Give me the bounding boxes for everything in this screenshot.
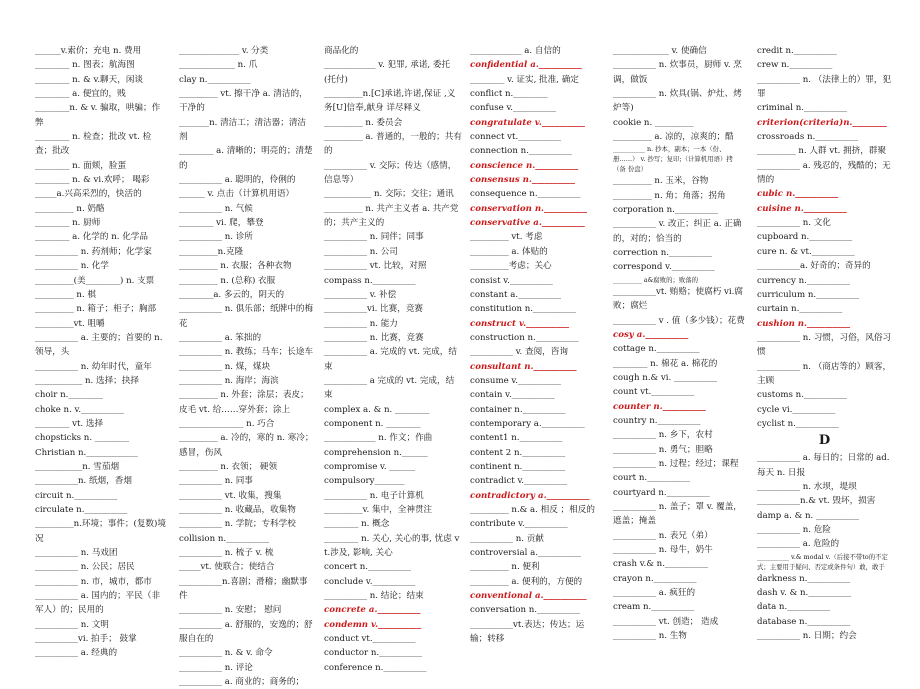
vocab-entry: ________ a. 清晰的；明亮的；清楚的 <box>179 146 313 171</box>
vocab-entry: _________ n.& a. 相反 ；相反的 <box>470 505 595 515</box>
vocab-entry: counter n.__________ <box>613 401 706 412</box>
vocab-entry: criminal n.__________ <box>757 103 847 114</box>
vocab-entry: construction n.__________ <box>470 332 579 343</box>
vocab-entry: ________ n. 概念 <box>324 519 390 530</box>
vocab-entry: _________ n. 玉米，谷物 <box>613 176 709 187</box>
vocab-entry: _______n. 清洁工；清洁器；清洁剂 <box>179 117 307 143</box>
vocab-entry: _________ vt. 擦干净 a. 清洁的，干净的 <box>179 89 308 114</box>
vocab-entry: _________v. 集中，全神贯注 <box>324 505 433 515</box>
vocab-entry: __________ a. 舒服的，安逸的；舒服自在的 <box>179 619 313 645</box>
column-3 <box>324 44 462 675</box>
vocab-entry: __________ n. 公司 <box>324 246 398 257</box>
vocab-entry: contribute v.__________ <box>470 519 568 530</box>
vocab-entry: criterion(criteria)n.________ <box>757 117 887 128</box>
vocab-entry: __________ a. 聪明的，伶俐的 <box>179 175 296 186</box>
vocab-entry: confidential a.__________ <box>470 60 582 71</box>
vocab-entry: chopsticks n. ________ <box>35 433 130 444</box>
vocab-entry: consequence n.__________ <box>470 189 581 200</box>
vocab-entry: clay n.__________ <box>179 74 251 85</box>
vocab-entry: conduct vt.__________ <box>324 634 416 645</box>
vocab-entry: ________ vi. 爬，攀登 <box>179 218 264 229</box>
vocab-entry: cosy a.__________ <box>613 329 689 340</box>
vocab-entry: __________ vt. 创造； 造成 <box>613 616 719 627</box>
vocab-entry: __________ n. 海岸；海滨 <box>179 375 279 386</box>
vocab-entry: __________ vt. 收集，搜集 <box>179 490 282 501</box>
vocab-entry: cough n.& vi. __________ <box>613 372 717 383</box>
vocab-entry: __________ a 完成的 vt. 完成，结束 <box>324 375 455 401</box>
vocab-entry: __________ v.& modal v.（后接不带to的不定式；主要用于疑问、否定或条件句）敢，敢于 <box>757 552 888 571</box>
vocab-entry: _______________ n. 巧合 <box>179 418 275 429</box>
vocab-entry: __________ n. 市，城市，都市 <box>35 576 152 587</box>
vocab-entry: __________ n. 安慰； 慰问 <box>179 605 282 616</box>
vocab-entry: _________ n. 便利 <box>470 562 540 573</box>
vocab-entry: __________ n. 比赛，竞赛 <box>324 332 424 343</box>
vocab-entry: condemn v.__________ <box>324 619 422 630</box>
vocab-entry: collision n.__________ <box>179 533 270 544</box>
vocab-entry: __________ v. 改正；纠正 a. 正确的，对的；恰当的 <box>613 219 742 244</box>
vocab-entry: cookie n. _________ <box>613 117 694 128</box>
vocab-entry: __________ a. 每日的；日常的 ad. 每天 n. 日报 <box>757 453 893 478</box>
vocab-entry: __________ n. 梳子 v. 梳 <box>179 548 274 559</box>
vocab-entry: ________ a. 化学的 n. 化学品 <box>35 232 148 243</box>
vocab-entry: ________ v. 证实, 批准, 确定 <box>470 74 579 85</box>
vocab-entry: ________ n. 棉花 a. 棉花的 <box>613 358 718 369</box>
vocab-entry: _________ vt. 考虑 <box>470 232 543 243</box>
vocab-entry: _________ n. 角；角落；拐角 <box>613 190 726 201</box>
vocab-entry: correspond v.__________ <box>613 262 715 273</box>
vocab-entry: concert n.__________ <box>324 562 411 573</box>
vocab-entry: content1 n.__________ <box>470 433 563 444</box>
vocab-entry: cottage n.__________ <box>613 344 700 355</box>
column-5 <box>613 44 745 643</box>
vocab-entry: curtain n.__________ <box>757 304 843 315</box>
vocab-entry: __________ n. & v. 命令 <box>179 648 273 659</box>
vocab-entry: __________ a. 经典的 <box>35 648 118 659</box>
vocab-entry: conclude v.__________ <box>324 576 416 587</box>
vocab-entry: ______ v. 点击（计算机用语） <box>179 189 295 200</box>
vocab-entry: correction n.__________ <box>613 248 712 259</box>
vocab-entry: choir n.________ <box>35 390 103 401</box>
vocab-entry: confuse v.__________ <box>470 103 556 114</box>
vocab-entry: contain v.__________ <box>470 390 555 401</box>
vocab-entry: ____________ n. 作文；作曲 <box>324 433 433 444</box>
vocab-entry: contemporary a.__________ <box>470 418 585 429</box>
vocab-entry: cyclist n.__________ <box>757 418 839 429</box>
vocab-entry: __________n.& vt. 毁坏，损害 <box>757 496 876 507</box>
vocab-entry: __________ n. 文明 <box>35 619 109 630</box>
vocab-entry: __________ n. 母牛，奶牛 <box>613 545 713 555</box>
vocab-entry: __________ vt. 比较，对照 <box>324 261 427 272</box>
vocab-entry: _________ n. (总称) 衣服 <box>179 275 276 286</box>
vocab-entry: _____vt. 使联合；使结合 <box>179 562 275 573</box>
vocab-entry: __________ n. 危险 <box>757 525 831 535</box>
vocab-entry: currency n.__________ <box>757 275 850 286</box>
vocab-entry: circuit n.__________ <box>35 490 118 501</box>
vocab-entry: _________ n. 衣服；各种衣物 <box>179 261 292 272</box>
vocab-entry: database n.__________ <box>757 616 851 627</box>
vocab-entry: compromise v. ______ <box>324 461 416 472</box>
vocab-entry: __________ n. （商店等的）顾客，主顾 <box>757 361 892 386</box>
vocab-entry: __________ n. 盖子；罩 v. 覆盖，遮盖；掩盖 <box>613 501 742 527</box>
vocab-entry: _________ n. 共产主义者 a. 共产党的；共产主义的 <box>324 203 459 229</box>
vocab-entry: __________ n. 同伴；同事 <box>324 232 424 243</box>
vocab-entry: _________ a&腐败的；败落的 <box>613 275 699 284</box>
vocab-entry: ___________ n. 选择；抉择 <box>35 375 139 386</box>
vocab-entry: cuisine n.__________ <box>757 203 847 214</box>
vocab-entry: __________ n. 乡下，农村 <box>613 430 713 441</box>
vocab-entry: Christian n.____________ <box>35 447 138 458</box>
vocab-entry: __________ n. 收藏品，收集物 <box>179 505 296 515</box>
vocab-entry: constant a.__________ <box>470 289 562 300</box>
vocab-entry: conservation n.__________ <box>470 203 588 214</box>
vocab-entry: consume v.__________ <box>470 375 561 386</box>
vocab-entry: __________ v. 交际；传达（感情，信息等） <box>324 160 457 186</box>
vocab-entry: _________(美________) n. 支票 <box>35 275 155 286</box>
vocab-entry: ______v.索价；充电 n. 费用 <box>35 46 142 56</box>
vocab-entry: __________ v. 查阅，咨询 <box>470 347 568 358</box>
vocab-entry: __________ n. 炊事员，厨师 v. 烹调，做饭 <box>613 60 742 85</box>
vocab-entry: __________ n. 诊所 <box>179 232 253 243</box>
vocab-entry: __________n.喜剧；滑稽；幽默事件 <box>179 576 308 602</box>
vocab-entry: ____________ a. 自信的 <box>470 46 561 56</box>
vocab-entry: continent n.__________ <box>470 461 566 472</box>
vocab-entry: ________ n. & vi.欢呼； 喝彩 <box>35 175 150 186</box>
vocab-entry: ________ n. 关心, 关心的事, 忧虑 vt.涉及, 影响, 关心 <box>324 533 460 559</box>
vocab-entry: __________ n. 水坝，堤坝 <box>757 481 857 492</box>
vocab-entry: conservative a.__________ <box>470 218 585 229</box>
vocab-entry: __________ a. 完成的 vt. 完成，结束 <box>324 347 457 372</box>
vocab-entry: _________ n. 外套；涂层；表皮；皮毛 vt. 给……穿外套；涂上 <box>179 390 309 415</box>
vocab-entry: cream n.__________ <box>613 602 695 613</box>
vocab-entry: __________ v . 值（多少钱）；花费 <box>613 315 745 326</box>
column-1 <box>35 44 167 661</box>
vocab-entry: __________ n. 评论 <box>179 662 253 673</box>
vocab-entry: __________ n. 习惯，习俗，风俗习惯 <box>757 332 892 358</box>
vocab-entry: __________ n. 化学 <box>35 261 109 272</box>
vocab-entry: conductor n.__________ <box>324 648 423 659</box>
vocab-entry: cushion n.__________ <box>757 318 851 329</box>
vocab-entry: __________ n. 气候 <box>179 203 253 214</box>
vocab-entry: ___________n. 雪茄烟 <box>35 461 120 472</box>
vocab-entry: conscience n.__________ <box>470 160 579 171</box>
vocab-entry: container n.__________ <box>470 404 566 415</box>
vocab-entry: ________ n. 厨师 <box>35 218 101 229</box>
vocab-entry: crash v.& n.__________ <box>613 559 708 570</box>
vocab-entry: cycle vi.__________ <box>757 404 836 415</box>
vocab-entry: ________n. & v. 骗取，哄骗；作弊 <box>35 103 161 128</box>
column-4 <box>470 44 600 646</box>
vocab-entry: __________a. 好奇的；奇异的 <box>757 261 871 272</box>
vocab-entry: country n.__________ <box>613 415 701 426</box>
vocab-entry: __________ n. 煤，煤块 <box>179 361 271 372</box>
vocab-entry: __________ n. 贡献 <box>470 533 544 544</box>
vocab-entry: ________ vt. 选择 <box>35 418 104 429</box>
vocab-entry: __________vi. 比赛，竞赛 <box>324 304 424 315</box>
vocab-entry: __________ n. 抄本，副本；一本（份、册……） v. 抄写；复印;（计算机用语）拷（备 份盘） <box>613 145 733 174</box>
vocab-entry: crossroads n.__________ <box>757 132 859 143</box>
vocab-entry: __________ a. 危险的 <box>757 539 840 550</box>
vocab-entry: ________ n. & v.聊天，闲谈 <box>35 74 144 85</box>
vocab-entry: complex a. & n. ________ <box>324 404 430 415</box>
vocab-entry: cupboard n.__________ <box>757 232 853 243</box>
vocab-entry: _________n.环境；事件；(复数)境况 <box>35 519 166 544</box>
vocab-entry: ________ a. 便宜的，贱 <box>35 89 126 100</box>
vocab-entry: ______________ v. 分类 <box>179 46 269 56</box>
vocab-entry: conference n.__________ <box>324 662 427 673</box>
vocab-entry: count vt.__________ <box>613 387 695 398</box>
vocab-entry: _________ n. 委员会 <box>324 117 403 128</box>
vocab-entry: comprehension n.______ <box>324 447 428 458</box>
vocab-entry: component n. ________ <box>324 418 421 429</box>
vocab-entry: _________ a. 便利的，方便的 <box>470 576 583 587</box>
vocab-entry: __________ n. 俱乐部；纸牌中的梅花 <box>179 304 314 329</box>
vocab-entry: controversial a.__________ <box>470 548 581 559</box>
vocab-entry: constitution n.__________ <box>470 304 576 315</box>
vocab-entry: dash v. & n.__________ <box>757 588 852 599</box>
vocab-entry: __________ n. 教练；马车；长途车 <box>179 347 314 358</box>
vocab-entry: darkness n.__________ <box>757 573 851 584</box>
vocab-entry: contradictory a.__________ <box>470 490 590 501</box>
vocab-entry: cure n. & vt.__________ <box>757 246 855 257</box>
vocab-entry: conversation n.__________ <box>470 605 580 616</box>
vocab-entry: connect vt.__________ <box>470 132 562 143</box>
column-6 <box>757 44 892 643</box>
vocab-entry: 商品化的 <box>324 46 359 56</box>
vocab-entry: congratulate v.__________ <box>470 117 585 128</box>
vocab-entry: corporation n.__________ <box>613 205 718 216</box>
vocab-entry: __________ a. 残忍的，残酷的；无情的 <box>757 160 891 186</box>
vocab-entry: compass n.__________ <box>324 275 416 286</box>
vocab-entry: choke n. v.__________ <box>35 404 125 415</box>
vocab-entry: contradict v.__________ <box>470 476 567 487</box>
vocab-entry: __________n. 纸烟，香烟 <box>35 476 132 487</box>
vocab-entry: __________ a. 商业的；商务的； <box>179 677 305 688</box>
vocab-entry: ________ n. 面颊，脸蛋 <box>35 160 127 171</box>
vocab-entry: _________ a. 凉的，凉爽的；酷 <box>613 132 734 143</box>
vocab-entry: consultant n.__________ <box>470 361 577 372</box>
vocab-entry: credit n.__________ <box>757 46 837 56</box>
vocab-entry: curriculum n.__________ <box>757 289 860 300</box>
vocab-entry: construct v.__________ <box>470 318 570 329</box>
vocab-entry: courtyard n.__________ <box>613 487 710 498</box>
vocab-entry: damp a. & n. __________ <box>757 510 859 521</box>
vocab-entry: ________ n. 检查；批改 vt. 检查；批改 <box>35 132 152 157</box>
vocab-entry: __________ a. 笨拙的 <box>179 332 262 343</box>
vocab-entry: _________考虑；关心 <box>470 261 552 272</box>
vocab-entry: customs n.__________ <box>757 390 847 401</box>
vocab-entry: content 2 n.__________ <box>470 447 566 458</box>
vocab-entry: _____________ n. 爪 <box>179 60 258 71</box>
vocab-entry: __________ n. 同事 <box>179 476 253 487</box>
vocab-entry: __________ n. 药剂师；化学家 <box>35 246 152 257</box>
vocab-entry: __________ n. 学院；专科学校 <box>179 519 296 530</box>
vocab-entry: _________ n. 衣领； 硬领 <box>179 461 278 472</box>
vocab-entry: _________n.克隆 <box>179 246 244 257</box>
vocab-entry: __________ v. 补偿 <box>324 289 397 300</box>
vocab-entry: crew n.__________ <box>757 60 833 71</box>
vocab-entry: ____________ v. 犯罪, 承诺, 委托(托付) <box>324 60 451 85</box>
vocab-entry: _________n.[C]承诺,许诺,保证 ,义务[U]信奉,献身 详尽释义 <box>324 89 456 114</box>
vocab-entry: __________ n. 文化 <box>757 218 831 229</box>
vocab-entry: _____a.兴高采烈的，快活的 <box>35 189 142 200</box>
vocab-entry: __________ n. 表兄（弟） <box>613 530 713 541</box>
vocab-entry: _________ n. 箱子；柜子；胸部 <box>35 304 157 315</box>
vocab-entry: consensus n.__________ <box>470 175 575 186</box>
vocab-entry: __________vt. 贿赂；使腐朽 vi.腐败；腐烂 <box>613 286 743 312</box>
vocab-entry: connection n.__________ <box>470 146 572 157</box>
vocab-entry: __________ n. 勇气；胆略 <box>613 444 713 455</box>
vocab-entry: crayon n.__________ <box>613 573 697 584</box>
vocab-entry: __________vi. 拍手； 鼓掌 <box>35 634 137 645</box>
vocab-entry: concrete a.__________ <box>324 605 421 616</box>
vocab-entry: _________ a. 冷的，寒的 n. 寒冷；感冒，伤风 <box>179 433 314 458</box>
vocab-entry: __________ a. 主要的；首要的 n.领导，头 <box>35 332 163 358</box>
vocab-entry: __________ n. （法律上的）罪，犯罪 <box>757 74 892 100</box>
vocab-entry: ___________ n. 交际；交往；通讯 <box>324 189 454 200</box>
vocab-entry: __________vt.表达；传达；运输；转移 <box>470 619 585 645</box>
vocab-entry: data n.__________ <box>757 602 831 613</box>
vocab-entry: __________ n. 公民；居民 <box>35 562 135 573</box>
vocab-entry: __________ n. 过程；经过；课程 <box>613 458 739 469</box>
vocab-entry: circulate n.__________ <box>35 505 128 515</box>
vocab-entry: __________ a. 国内的；平民（非军人）的；民用的 <box>35 591 161 616</box>
vocab-entry: _________ a. 体贴的 <box>470 246 548 257</box>
vocab-entry: ________ n. 图表；航海图 <box>35 60 135 71</box>
vocab-entry: __________ n. 电子计算机 <box>324 490 424 501</box>
vocab-entry: __________ n. 生物 <box>613 631 687 642</box>
vocab-entry: __________ a. 疯狂的 <box>613 588 696 599</box>
vocab-entry: _________ a. 普通的，一般的；共有的 <box>324 132 462 157</box>
vocab-entry: conventional a.__________ <box>470 591 587 602</box>
column-2 <box>179 44 314 689</box>
vocab-entry: consist v.__________ <box>470 275 553 286</box>
vocab-entry: conflict n.________ <box>470 89 548 100</box>
vocab-entry: court n.__________ <box>613 473 691 484</box>
vocab-entry: _________ n. 棋 <box>35 289 96 300</box>
vocab-entry: __________ n. 炊具(锅、炉灶、烤炉等) <box>613 89 742 114</box>
vocab-entry: __________ n. 能力 <box>324 318 398 329</box>
vocab-entry: _________ n. 人群 vt. 拥挤，群聚 <box>757 146 887 157</box>
vocab-entry: ________a. 多云的，阴天的 <box>179 289 285 300</box>
vocab-entry: _________vt. 咀嚼 <box>35 318 105 329</box>
vocab-entry: compulsory_______ <box>324 476 405 487</box>
section-heading: D <box>818 433 831 449</box>
vocab-entry: _____________ v. 使确信 <box>613 46 707 56</box>
vocab-entry: _________ n. 奶酪 <box>35 203 105 214</box>
vocab-entry: __________ n. 日期；约会 <box>757 631 857 642</box>
vocab-entry: __________ n. 幼年时代，童年 <box>35 361 152 372</box>
vocab-entry: __________ n. 马戏团 <box>35 548 118 559</box>
vocab-entry: __________ n. 结论；结束 <box>324 591 424 602</box>
vocab-entry: cubic n.__________ <box>757 189 839 200</box>
